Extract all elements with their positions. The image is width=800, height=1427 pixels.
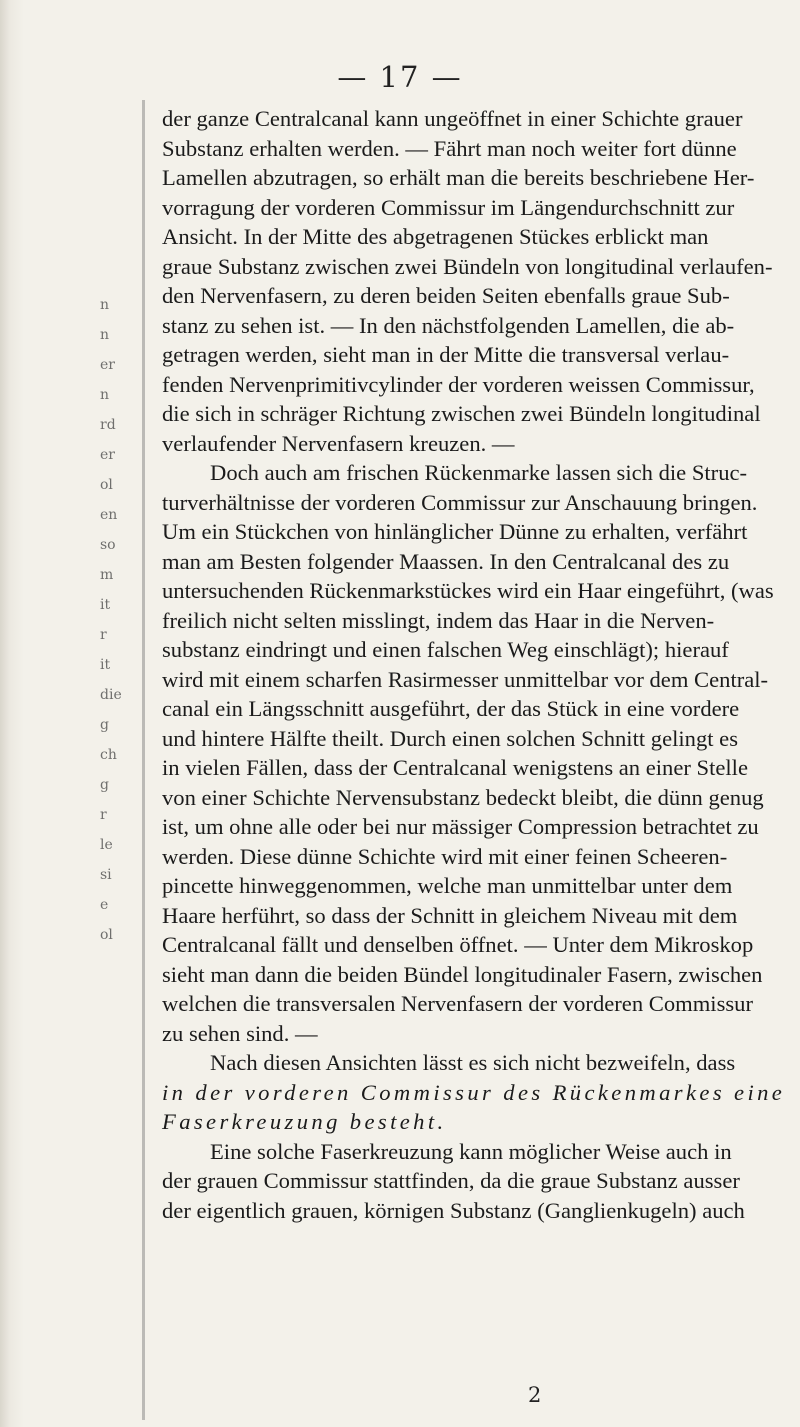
- margin-fragment: n: [100, 297, 110, 313]
- text-line: und hintere Hälfte theilt. Durch einen solchen Schnitt gelingt es: [162, 725, 738, 751]
- text-line: der eigentlich grauen, körnigen Substanz (Ganglienkugeln) auch: [162, 1197, 745, 1223]
- text-line: untersuchenden Rückenmarkstückes wird ein Haar eingeführt, (was: [162, 578, 774, 603]
- text-line: Centralcanal fällt und denselben öffnet. — Unter dem Mikroskop: [162, 932, 754, 957]
- text-line: man am Besten folgender Maassen. In den Centralcanal des zu: [162, 548, 730, 574]
- margin-fragment: er: [100, 447, 115, 463]
- text-line: den Nervenfasern, zu deren beiden Seiten ebenfalls graue Sub-: [162, 283, 730, 308]
- paragraph-3: [162, 1048, 786, 1137]
- text-line: welchen die transversalen Nervenfasern der vorderen Commissur: [162, 991, 753, 1016]
- margin-fragment: en: [100, 507, 118, 523]
- text-line: Nach diesen Ansichten lässt es sich nicht bezweifeln, dass: [210, 1050, 736, 1075]
- text-line: zu sehen sind. —: [162, 1020, 318, 1046]
- margin-fragment: g: [100, 777, 109, 793]
- text-line: canal ein Längsschnitt ausgeführt, der das Stück in eine vordere: [162, 696, 740, 721]
- margin-fragment: n: [100, 327, 110, 343]
- text-line: stanz zu sehen ist. — In den nächstfolgenden Lamellen, die ab-: [162, 312, 735, 338]
- margin-fragment: le: [100, 837, 113, 853]
- margin-fragment: si: [100, 867, 112, 883]
- text-line: turverhältnisse der vorderen Commissur zur Anschauung bringen.: [162, 489, 758, 515]
- text-line: in vielen Fällen, dass der Centralcanal wenigstens an einer Stelle: [162, 755, 748, 780]
- text-line: verlaufender Nervenfasern kreuzen. —: [162, 430, 515, 456]
- margin-fragment: so: [100, 537, 116, 553]
- text-line: ist, um ohne alle oder bei nur mässiger Compression betrachtet zu: [162, 814, 759, 839]
- margin-fragment: e: [100, 897, 109, 913]
- margin-fragment: er: [100, 357, 115, 373]
- text-line: graue Substanz zwischen zwei Bündeln von longitudinal verlaufen-: [162, 253, 773, 279]
- emphasized-line: in der vorderen Commissur des Rückenmarkes eine: [162, 1079, 786, 1105]
- margin-fragment: it: [100, 597, 111, 613]
- margin-fragment: it: [100, 657, 111, 673]
- margin-fragment: ol: [100, 477, 113, 493]
- page-number: — 17 —: [337, 60, 463, 94]
- signature-mark: 2: [528, 1383, 542, 1407]
- emphasized-line: Faserkreuzung besteht.: [162, 1109, 447, 1134]
- text-line: Ansicht. In der Mitte des abgetragenen Stückes erblickt man: [162, 224, 709, 249]
- text-line: fenden Nervenprimitivcylinder der vorderen weissen Commissur,: [162, 371, 755, 397]
- margin-fragment: r: [100, 807, 107, 823]
- text-line: Doch auch am frischen Rückenmarke lassen sich die Struc-: [210, 460, 748, 485]
- paragraph-2: [162, 458, 774, 1048]
- margin-fragment: m: [100, 567, 114, 583]
- text-line: substanz eindringt und einen falschen Weg einschlägt); hierauf: [162, 637, 729, 662]
- text-line: vorragung der vorderen Commissur im Längendurchschnitt zur: [162, 194, 735, 220]
- margin-fragment: rd: [100, 417, 116, 433]
- text-line: der ganze Centralcanal kann ungeöffnet in einer Schichte grauer: [162, 106, 743, 131]
- text-line: sieht man dann die beiden Bündel longitudinaler Fasern, zwischen: [162, 961, 763, 987]
- margin-fragment: ol: [100, 927, 113, 943]
- text-line: von einer Schichte Nervensubstanz bedeckt bleibt, die dünn genug: [162, 784, 764, 810]
- margin-fragments: [100, 290, 145, 950]
- text-line: pincette hinweggenommen, welche man unmittelbar unter dem: [162, 873, 733, 898]
- text-line: Eine solche Faserkreuzung kann möglicher Weise auch in: [210, 1138, 732, 1164]
- text-line: getragen werden, sieht man in der Mitte die transversal verlau-: [162, 342, 730, 367]
- text-line: Lamellen abzutragen, so erhält man die bereits beschriebene Her-: [162, 165, 755, 190]
- margin-fragment: n: [100, 387, 110, 403]
- paragraph-4: [162, 1137, 754, 1226]
- margin-fragment: ch: [100, 747, 117, 763]
- text-line: Haare herführt, so dass der Schnitt in gleichem Niveau mit dem: [162, 902, 738, 928]
- text-line: die sich in schräger Richtung zwischen zwei Bündeln longitudinal: [162, 401, 761, 426]
- text-line: freilich nicht selten misslingt, indem das Haar in die Nerven-: [162, 607, 715, 633]
- paragraph-1: [162, 104, 773, 458]
- text-line: Um ein Stückchen von hinlänglicher Dünne zu erhalten, verfährt: [162, 519, 748, 544]
- body-text: [162, 104, 786, 1225]
- text-line: wird mit einem scharfen Rasirmesser unmittelbar vor dem Central-: [162, 666, 769, 692]
- margin-fragment: g: [100, 717, 109, 733]
- margin-fragment: die: [100, 687, 122, 703]
- margin-fragment: r: [100, 627, 107, 643]
- text-line: Substanz erhalten werden. — Fährt man noch weiter fort dünne: [162, 135, 737, 161]
- text-line: werden. Diese dünne Schichte wird mit einer feinen Scheeren-: [162, 843, 728, 869]
- text-line: der grauen Commissur stattfinden, da die graue Substanz ausser: [162, 1168, 740, 1193]
